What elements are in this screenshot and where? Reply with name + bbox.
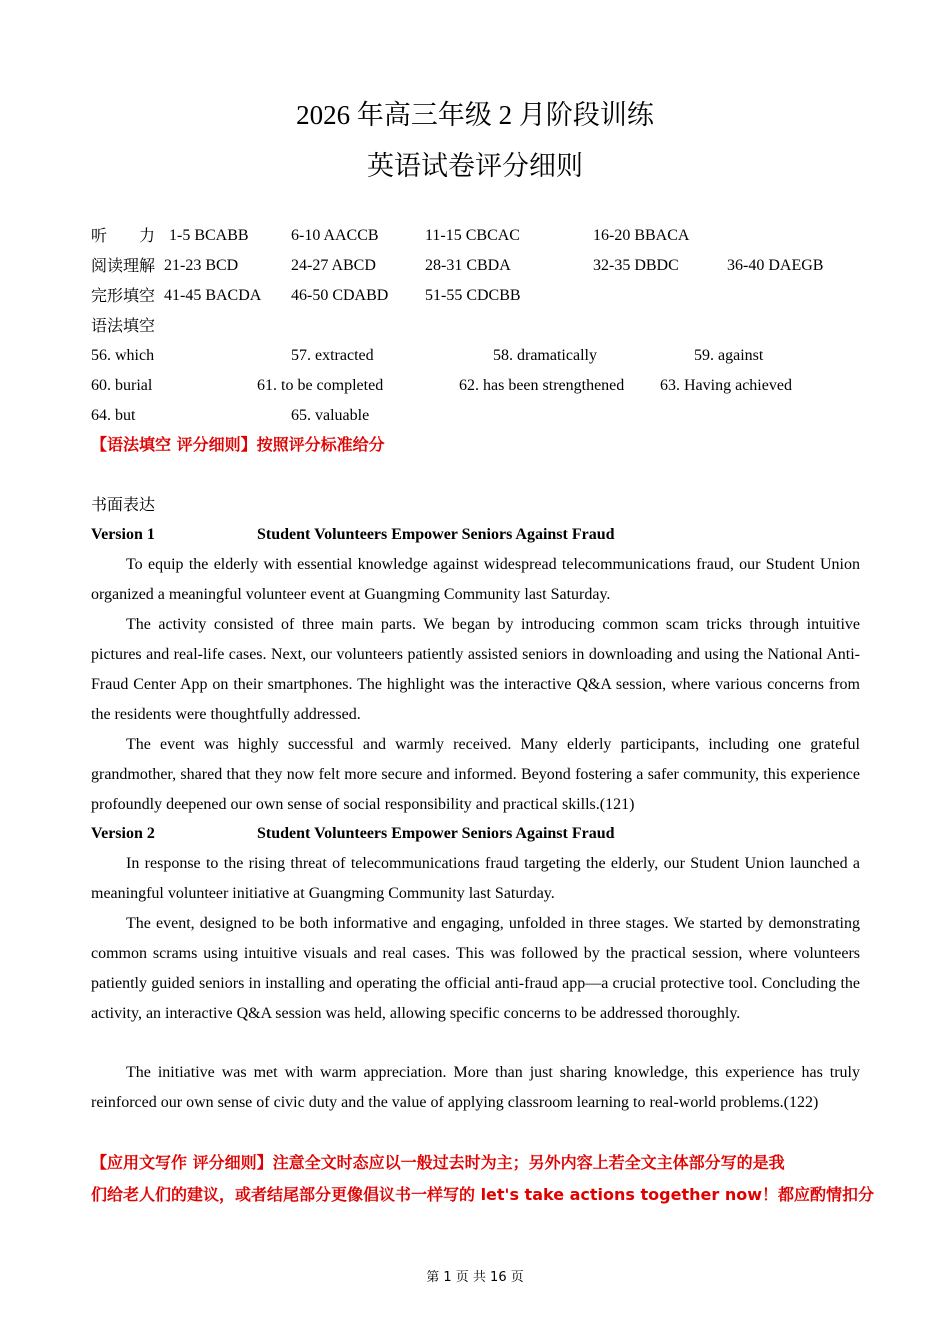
version-label: Version 2	[91, 825, 155, 842]
grammar-item: 64. but	[91, 407, 136, 424]
answer-group: 36-40 DAEGB	[727, 257, 824, 274]
essay-title: Student Volunteers Empower Seniors Against Fraud	[257, 825, 615, 842]
grammar-item: 56. which	[91, 347, 155, 364]
essay-paragraph: The initiative was met with warm appreciation. More than just sharing knowledge, this experience has truly reinforced our own sense of civic duty and the value of applying classroom learning to real-world problems.(122)	[91, 1064, 860, 1111]
answer-group: 16-20 BBACA	[593, 227, 690, 244]
grammar-item: 59. against	[694, 347, 764, 364]
grammar-item: 58. dramatically	[493, 347, 597, 364]
answer-group: 51-55 CDCBB	[425, 287, 521, 304]
grammar-item: 57. extracted	[291, 347, 374, 364]
page-footer: 第 1 页 共 16 页	[426, 1270, 524, 1285]
essay-paragraph: The event, designed to be both informative and engaging, unfolded in three stages. We started by demonstrating common scrams using intuitive visuals and real cases. This was followed by the practical session, where volunteers patiently guided seniors in installing and operating the official anti-fraud app—a crucial protective tool. Concluding the activity, an interactive Q&A session was held, allowing specific concerns to be addressed thoroughly.	[91, 915, 860, 1022]
page-subtitle: 英语试卷评分细则	[367, 151, 583, 181]
answer-group: 32-35 DBDC	[593, 257, 679, 274]
grammar-scoring-rule: 【语法填空 评分细则】按照评分标准给分	[91, 435, 385, 454]
grammar-item: 61. to be completed	[257, 377, 384, 394]
answer-group: 21-23 BCD	[164, 257, 239, 274]
answer-group: 41-45 BACDA	[164, 287, 262, 304]
grammar-item: 60. burial	[91, 377, 153, 394]
page-title: 2026 年高三年级 2 月阶段训练	[296, 100, 654, 130]
answer-group: 6-10 AACCB	[291, 227, 379, 244]
essay-title: Student Volunteers Empower Seniors Against Fraud	[257, 526, 615, 543]
answer-group: 11-15 CBCAC	[425, 227, 520, 244]
essay-paragraph: To equip the elderly with essential knowledge against widespread telecommunications fraud, our Student Union organized a meaningful volunteer event at Guangming Community last Saturday.	[91, 556, 860, 603]
answer-group: 1-5 BCABB	[169, 227, 249, 244]
writing-scoring-rule: 【应用文写作 评分细则】注意全文时态应以一般过去时为主；另外内容上若全文主体部分写的是我	[91, 1153, 785, 1172]
grammar-item: 65. valuable	[291, 407, 370, 424]
listening-label: 听 力	[91, 226, 156, 245]
grammar-item: 62. has been strengthened	[459, 377, 625, 394]
writing-scoring-rule: 们给老人们的建议，或者结尾部分更像倡议书一样写的 let's take actions together now！都应酌情扣分	[91, 1185, 874, 1204]
reading-label: 阅读理解	[91, 256, 156, 275]
writing-label: 书面表达	[91, 495, 156, 514]
grammar-label: 语法填空	[91, 316, 156, 335]
answer-group: 28-31 CBDA	[425, 257, 511, 274]
answer-group: 24-27 ABCD	[291, 257, 376, 274]
version-label: Version 1	[91, 526, 155, 543]
essay-paragraph: The event was highly successful and warmly received. Many elderly participants, including one grateful grandmother, shared that they now felt more secure and informed. Beyond fostering a safer community, this experience profoundly deepened our own sense of social responsibility and practical skills.(121)	[91, 736, 860, 813]
essay-paragraph: The activity consisted of three main parts. We began by introducing common scam tricks through intuitive pictures and real-life cases. Next, our volunteers patiently assisted seniors in downloading and using the National Anti-Fraud Center App on their smartphones. The highlight was the interactive Q&A session, where various concerns from the residents were thoughtfully addressed.	[91, 616, 860, 723]
cloze-label: 完形填空	[91, 286, 156, 305]
essay-paragraph: In response to the rising threat of telecommunications fraud targeting the elderly, our Student Union launched a meaningful volunteer initiative at Guangming Community last Saturday.	[91, 855, 860, 902]
grammar-item: 63. Having achieved	[660, 377, 792, 394]
answer-group: 46-50 CDABD	[291, 287, 389, 304]
